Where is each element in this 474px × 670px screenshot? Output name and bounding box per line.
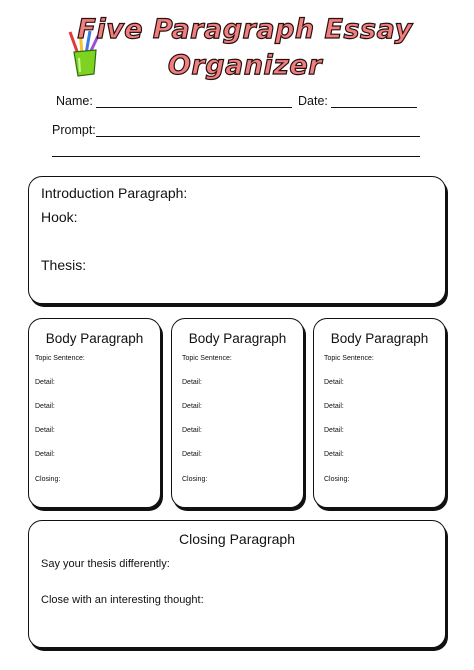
closing-heading: Closing Paragraph (179, 531, 295, 547)
topic-sentence-label: Topic Sentence: (182, 355, 232, 362)
body-heading: Body Paragraph (188, 331, 287, 346)
intro-box (28, 176, 446, 304)
intro-heading: Introduction Paragraph: (41, 185, 188, 201)
detail-label: Detail: (324, 403, 344, 410)
detail-label: Detail: (324, 379, 344, 386)
prompt-field[interactable] (96, 136, 420, 137)
detail-label: Detail: (324, 427, 344, 434)
name-field[interactable] (96, 107, 292, 108)
prompt-label: Prompt: (52, 123, 96, 137)
detail-label: Detail: (35, 403, 55, 410)
closing-box (28, 520, 446, 648)
closing-label: Closing: (324, 476, 350, 483)
hook-label: Hook: (41, 209, 78, 225)
body-heading: Body Paragraph (45, 331, 144, 346)
detail-label: Detail: (35, 427, 55, 434)
page-title: Five Paragraph Essay (77, 14, 413, 45)
closing-label: Closing: (182, 476, 208, 483)
page-subtitle: Organizer (167, 50, 323, 81)
topic-sentence-label: Topic Sentence: (324, 355, 374, 362)
detail-label: Detail: (35, 379, 55, 386)
body-box-3 (313, 318, 446, 508)
closing-label: Closing: (35, 476, 61, 483)
detail-label: Detail: (182, 379, 202, 386)
detail-label: Detail: (35, 451, 55, 458)
closing-thought-label: Close with an interesting thought: (41, 594, 204, 606)
body-box-1 (28, 318, 161, 508)
date-field[interactable] (331, 107, 417, 108)
body-heading: Body Paragraph (330, 331, 429, 346)
body-box-2 (171, 318, 304, 508)
date-label: Date: (298, 94, 328, 108)
name-label: Name: (56, 94, 93, 108)
topic-sentence-label: Topic Sentence: (35, 355, 85, 362)
thesis-label: Thesis: (41, 257, 87, 273)
detail-label: Detail: (182, 403, 202, 410)
detail-label: Detail: (182, 427, 202, 434)
prompt-field-line2[interactable] (52, 156, 420, 157)
detail-label: Detail: (324, 451, 344, 458)
detail-label: Detail: (182, 451, 202, 458)
closing-thesis-label: Say your thesis differently: (41, 558, 170, 570)
